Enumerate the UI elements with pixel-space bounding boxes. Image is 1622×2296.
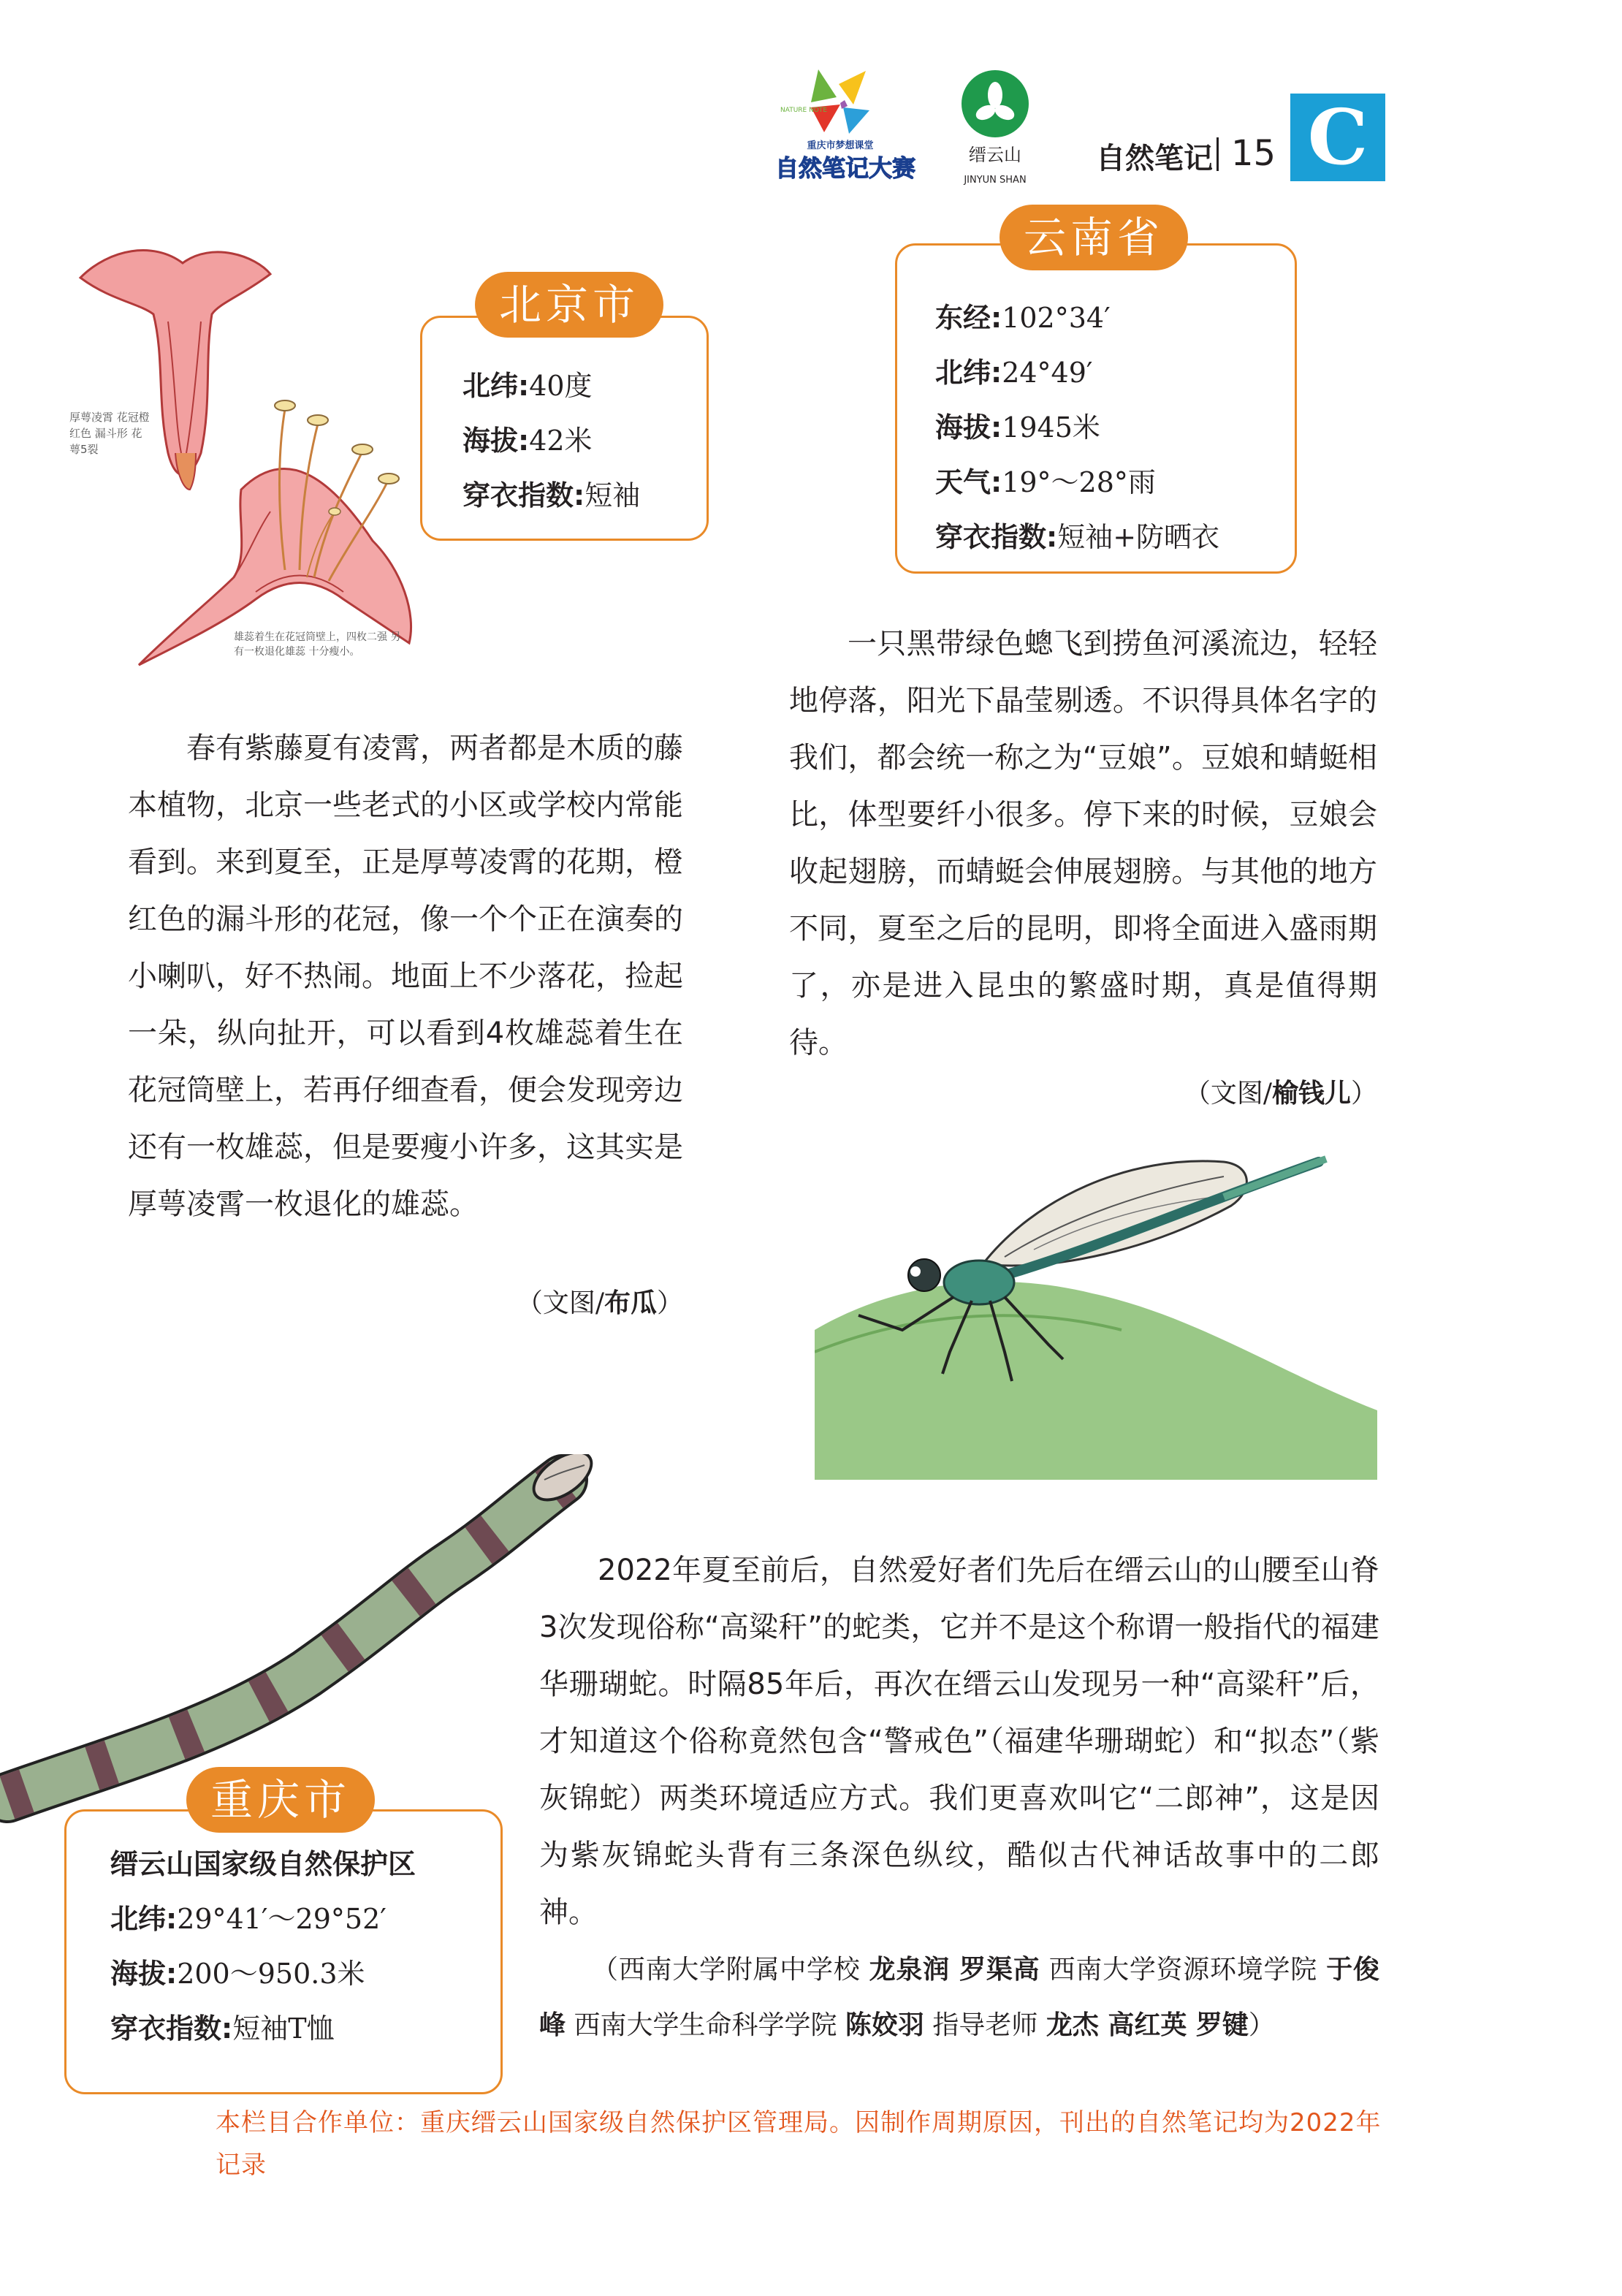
chongqing-latitude: 北纬:29°41′～29°52′ bbox=[110, 1903, 387, 1935]
yunnan-paragraph: 一只黑带绿色蟌飞到捞鱼河溪流边，轻轻地停落，阳光下晶莹剔透。不识得具体名字的我们，都会统一称之为“豆娘”。豆娘和蜻蜓相比，体型要纤小很多。停下来的时候，豆娘会收起翅膀，而蜻蜓会伸展翅膀。与其他的地方不同，夏至之后的昆明，即将全面进入盛雨期了，亦是进入昆虫的繁盛时期，真是值得期待。 bbox=[789, 627, 1377, 1060]
chongqing-subtitle: 缙云山国家级自然保护区 bbox=[110, 1848, 416, 1880]
damselfly-illustration bbox=[815, 1133, 1377, 1480]
chongqing-info-box bbox=[64, 1809, 503, 2094]
yunnan-info-box bbox=[895, 243, 1297, 574]
beijing-latitude: 北纬:40度 bbox=[462, 370, 593, 402]
logo-nature-main: 自然笔记大赛 bbox=[774, 154, 916, 182]
trumpet-creeper-sketch bbox=[66, 234, 446, 687]
chongqing-title: 重庆市 bbox=[186, 1767, 375, 1833]
chongqing-credit: （西南大学附属中学校 龙泉润 罗渠高 西南大学资源环境学院 于俊峰 西南大学生命科学学院 陈姣羽 指导老师 龙杰 高红英 罗键） bbox=[539, 1955, 1379, 2040]
chongqing-altitude: 海拔:200～950.3米 bbox=[110, 1958, 365, 1990]
beijing-altitude: 海拔:42米 bbox=[462, 425, 593, 457]
beijing-title: 北京市 bbox=[475, 272, 663, 338]
logo-nature-sub: 重庆市梦想课堂 bbox=[807, 140, 874, 151]
header-divider bbox=[1216, 137, 1219, 171]
chongqing-paragraph: 2022年夏至前后，自然爱好者们先后在缙云山的山腰至山脊3次发现俗称“高粱秆”的蛇类，它并不是这个称谓一般指代的福建华珊瑚蛇。时隔85年后，再次在缙云山发现另一种“高粱秆”后，才知道这个俗称竟然包含“警戒色”（福建华珊瑚蛇）和“拟态”（紫灰锦蛇）两类环境适应方式。我们更喜欢叫它“二郎神”，这是因为紫灰锦蛇头背有三条深色纵纹，酷似古代神话故事中的二郎神。 bbox=[539, 1554, 1379, 1929]
logo-nature-badge: NATURE NOTE bbox=[780, 107, 828, 114]
jinyun-shan-logo bbox=[953, 67, 1037, 190]
yunnan-clothing-index: 穿衣指数:短袖+防晒衣 bbox=[935, 521, 1220, 553]
beijing-info-box bbox=[420, 316, 709, 541]
yunnan-weather: 天气:19°～28°雨 bbox=[935, 466, 1156, 498]
beijing-paragraph: 春有紫藤夏有凌霄，两者都是木质的藤本植物，北京一些老式的小区或学校内常能看到。来到夏至，正是厚萼凌霄的花期，橙红色的漏斗形的花冠，像一个个正在演奏的小喇叭，好不热闹。地面上不少落花，捡起一朵，纵向扯开，可以看到4枚雄蕊着生在花冠筒壁上，若再仔细查看，便会发现旁边还有一枚雄蕊，但是要瘦小许多，这其实是厚萼凌霄一枚退化的雄蕊。 bbox=[128, 731, 683, 1221]
chongqing-clothing-index: 穿衣指数:短袖T恤 bbox=[110, 2012, 335, 2045]
yunnan-title: 云南省 bbox=[1000, 205, 1188, 270]
yunnan-credit: （文图/榆钱儿） bbox=[1184, 1079, 1377, 1109]
logo-jinyun-cn: 缙云山 bbox=[969, 145, 1021, 165]
beijing-clothing-index: 穿衣指数:短袖 bbox=[462, 479, 641, 512]
logo-jinyun-en: JINYUN SHAN bbox=[964, 175, 1027, 186]
yunnan-altitude: 海拔:1945米 bbox=[935, 411, 1100, 444]
section-label: 自然笔记 bbox=[1096, 142, 1213, 175]
nature-note-contest-logo bbox=[767, 62, 924, 186]
beijing-credit: （文图/布瓜） bbox=[516, 1288, 683, 1318]
sketch-note-2: 雄蕊着生在花冠筒壁上，四枚二强 另有一枚退化雄蕊 十分瘦小。 bbox=[234, 631, 401, 658]
yunnan-longitude: 东经:102°34′ bbox=[935, 302, 1111, 334]
page-number: 15 bbox=[1231, 133, 1276, 174]
footer-note: 本栏目合作单位：重庆缙云山国家级自然保护区管理局。因制作周期原因，刊出的自然笔记均为2022年记录 bbox=[216, 2108, 1382, 2180]
yunnan-latitude: 北纬:24°49′ bbox=[935, 357, 1093, 389]
column-badge: C bbox=[1290, 94, 1385, 181]
sketch-note-1: 厚萼凌霄 花冠橙红色 漏斗形 花萼5裂 bbox=[69, 411, 150, 456]
